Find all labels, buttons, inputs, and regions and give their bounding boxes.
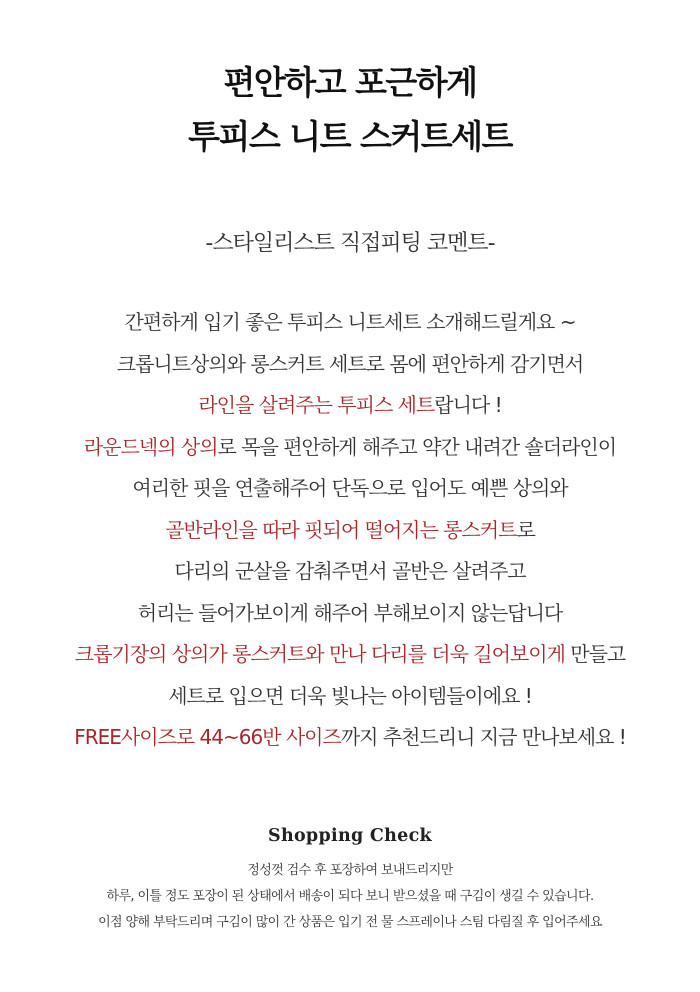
comment-line-11 <box>0 717 700 759</box>
comment-line-4 <box>0 427 700 469</box>
comment-text: 로 <box>516 517 535 542</box>
comment-line-9 <box>0 634 700 676</box>
stylist-comment-body <box>0 302 700 759</box>
highlight-text: 라운드넥의 상의 <box>83 434 218 459</box>
shopping-note-3: 이점 양해 부탁드리며 구김이 많이 간 상품은 입기 전 물 스프레이나 스팀 다림질 후 입어주세요 <box>98 915 602 930</box>
comment-text: 까지 추천드리니 지금 만나보세요 ! <box>340 725 626 749</box>
highlight-text: FREE사이즈로 44~66반 사이즈 <box>74 725 341 749</box>
comment-text: 만들고 <box>564 642 626 666</box>
shopping-note-2: 하루, 이틀 정도 포장이 된 상태에서 배송이 되다 보니 받으셨을 때 구김이 생길 수 있습니다. <box>106 889 594 904</box>
comment-line-2: 크롭니트상의와 롱스커트 세트로 몸에 편안하게 감기면서 <box>116 351 584 376</box>
highlight-text: 크롭기장의 상의가 롱스커트와 만나 다리를 더욱 길어보이게 <box>74 642 565 666</box>
comment-line-5: 여리한 핏을 연출해주어 단독으로 입어도 예쁜 상의와 <box>132 476 568 500</box>
comment-line-7: 다리의 군살을 감춰주면서 골반은 살려주고 <box>174 559 526 583</box>
page-title-line-2: 투피스 니트 스커트세트 <box>188 117 512 156</box>
shopping-check-title: Shopping Check <box>268 826 432 846</box>
highlight-text: 골반라인을 따라 핏되어 떨어지는 롱스커트 <box>165 517 517 542</box>
shopping-check-notes <box>0 858 700 936</box>
comment-line-10: 세트로 입으면 더욱 빛나는 아이템들이에요 ! <box>168 683 532 708</box>
comment-text: 로 목을 편안하게 해주고 약간 내려간 숄더라인이 <box>217 434 617 459</box>
comment-text: 랍니다 ! <box>434 393 502 417</box>
stylist-comment-heading: -스타일리스트 직접피팅 코멘트- <box>205 231 495 256</box>
comment-line-1: 간편하게 입기 좋은 투피스 니트세트 소개해드릴게요 ~ <box>124 310 576 334</box>
page-title-line-1: 편안하고 포근하게 <box>223 63 477 102</box>
comment-line-3 <box>0 385 700 427</box>
shopping-note-1: 정성껏 검수 후 포장하여 보내드리지만 <box>247 863 453 878</box>
highlight-text: 라인을 살려주는 투피스 세트 <box>198 393 435 417</box>
comment-line-6 <box>0 510 700 552</box>
comment-line-8: 허리는 들어가보이게 해주어 부해보이지 않는답니다 <box>137 600 563 625</box>
